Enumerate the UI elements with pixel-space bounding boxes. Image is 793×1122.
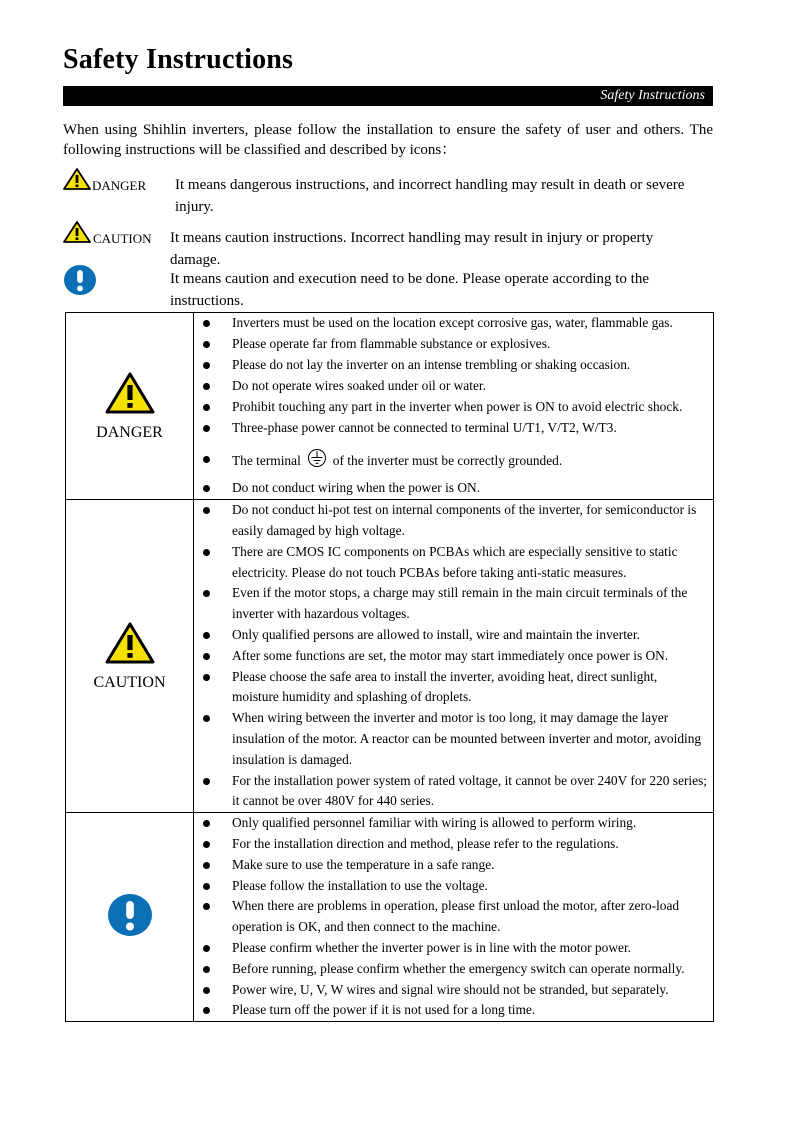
list-item: Three-phase power cannot be connected to terminal U/T1, V/T2, W/T3. <box>194 418 713 439</box>
list-item: Before running, please confirm whether the emergency switch can operate normally. <box>194 959 713 980</box>
bullet-icon <box>203 674 210 681</box>
danger-label: DANGER <box>96 423 163 441</box>
list-item: Only qualified personnel familiar with wiring is allowed to perform wiring. <box>194 813 713 834</box>
safety-table <box>65 312 714 1022</box>
bullet-icon <box>203 320 210 327</box>
bullet-icon <box>203 841 210 848</box>
list-item: Please turn off the power if it is not used for a long time. <box>194 1000 713 1021</box>
bullet-icon <box>203 862 210 869</box>
bullet-icon <box>203 945 210 952</box>
list-item: Prohibit touching any part in the inverter when power is ON to avoid electric shock. <box>194 397 713 418</box>
legend-mandatory-text: It means caution and execution need to be done. Please operate according to the instructions. <box>170 271 649 309</box>
bullet-icon <box>203 590 210 597</box>
danger-items-cell <box>194 313 714 500</box>
ground-terminal-icon <box>307 448 327 468</box>
caution-icon-cell <box>66 500 194 813</box>
bullet-icon <box>203 653 210 660</box>
warning-triangle-icon <box>104 371 156 415</box>
list-item: Power wire, U, V, W wires and signal wire should not be stranded, but separately. <box>194 980 713 1001</box>
bullet-icon <box>203 485 210 492</box>
list-item: Do not conduct hi-pot test on internal components of the inverter, for semiconductor is easily damaged by high voltage. <box>194 500 713 542</box>
list-item: Do not conduct wiring when the power is ON. <box>194 478 713 499</box>
list-item: When there are problems in operation, please first unload the motor, after zero-load operation is OK, and then connect to the machine. <box>194 896 713 938</box>
bullet-icon <box>203 987 210 994</box>
list-item: There are CMOS IC components on PCBAs which are especially sensitive to static electricity. Please do not touch PCBAs before taking anti-static measures. <box>194 542 713 584</box>
header-bar-label: Safety Instructions <box>600 88 705 103</box>
mandatory-row <box>66 813 714 1022</box>
bullet-icon <box>203 1007 210 1014</box>
bullet-icon <box>203 404 210 411</box>
bullet-icon <box>203 383 210 390</box>
section-header-bar <box>63 86 713 106</box>
list-item: For the installation direction and method, please refer to the regulations. <box>194 834 713 855</box>
legend-caution-text: It means caution instructions. Incorrect handling may result in injury or property damage. <box>170 230 654 268</box>
warning-triangle-icon <box>104 621 156 665</box>
warning-triangle-icon <box>63 168 91 190</box>
list-item: Please confirm whether the inverter power is in line with the motor power. <box>194 938 713 959</box>
exclamation-circle-icon <box>63 264 97 296</box>
caution-item-list <box>194 500 713 812</box>
bullet-icon <box>203 778 210 785</box>
mandatory-items-cell <box>194 813 714 1022</box>
caution-items-cell <box>194 500 714 813</box>
bullet-icon <box>203 549 210 556</box>
bullet-icon <box>203 715 210 722</box>
bullet-icon <box>203 883 210 890</box>
list-item: For the installation power system of rated voltage, it cannot be over 240V for 220 series; it cannot be over 480V for 440 series. <box>194 771 713 813</box>
list-item: After some functions are set, the motor may start immediately once power is ON. <box>194 646 713 667</box>
danger-row <box>66 313 714 500</box>
caution-label: CAUTION <box>93 673 166 691</box>
bullet-icon <box>203 820 210 827</box>
bullet-icon <box>203 966 210 973</box>
mandatory-item-list <box>194 813 713 1021</box>
caution-row <box>66 500 714 813</box>
list-item: Please choose the safe area to install the inverter, avoiding heat, direct sunlight, moisture humidity and splashing of droplets. <box>194 667 713 709</box>
list-item: Do not operate wires soaked under oil or water. <box>194 376 713 397</box>
warning-triangle-icon <box>63 221 91 243</box>
list-item: Please follow the installation to use the voltage. <box>194 876 713 897</box>
bullet-icon <box>203 507 210 514</box>
exclamation-circle-icon <box>107 893 153 937</box>
intro-paragraph: When using Shihlin inverters, please follow the installation to ensure the safety of user and others. The following instructions will be classified and described by icons： <box>63 122 713 158</box>
mandatory-icon-cell <box>66 813 194 1022</box>
bullet-icon <box>203 425 210 432</box>
list-item: The terminal of the inverter must be correctly grounded. <box>194 438 713 478</box>
bullet-icon <box>203 362 210 369</box>
page-title: Safety Instructions <box>63 44 294 75</box>
list-item: Only qualified persons are allowed to install, wire and maintain the inverter. <box>194 625 713 646</box>
bullet-icon <box>203 341 210 348</box>
bullet-icon <box>203 903 210 910</box>
bullet-icon <box>203 632 210 639</box>
list-item: When wiring between the inverter and motor is too long, it may damage the layer insulation of the motor. A reactor can be mounted between inverter and motor, avoiding insulation is damaged. <box>194 708 713 770</box>
list-item: Inverters must be used on the location except corrosive gas, water, flammable gas. <box>194 313 713 334</box>
list-item: Please operate far from flammable substance or explosives. <box>194 334 713 355</box>
legend-danger-name: DANGER <box>92 178 147 193</box>
list-item: Even if the motor stops, a charge may still remain in the main circuit terminals of the inverter with hazardous voltages. <box>194 583 713 625</box>
legend-caution-name: CAUTION <box>93 231 152 246</box>
danger-icon-cell <box>66 313 194 500</box>
bullet-icon <box>203 456 210 463</box>
list-item: Please do not lay the inverter on an intense trembling or shaking occasion. <box>194 355 713 376</box>
danger-item-list <box>194 313 713 499</box>
legend-danger-text: It means dangerous instructions, and incorrect handling may result in death or severe injury. <box>175 177 685 215</box>
list-item: Make sure to use the temperature in a safe range. <box>194 855 713 876</box>
